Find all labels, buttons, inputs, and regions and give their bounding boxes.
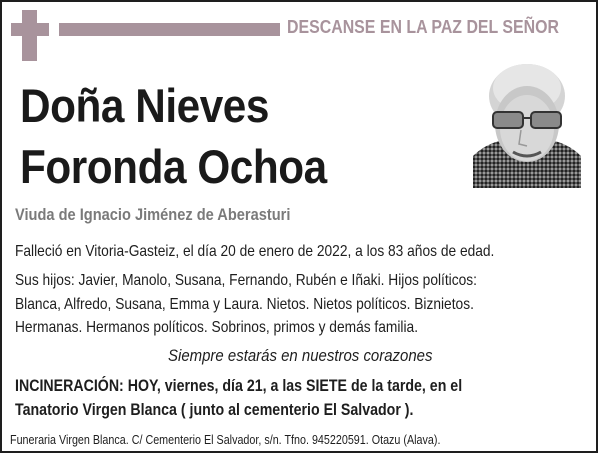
deceased-name-line2: Foronda Ochoa (20, 140, 327, 193)
death-notice: Falleció en Vitoria-Gasteiz, el día 20 de enero de 2022, a los 83 años de edad. (15, 243, 495, 260)
banner-heading: DESCANSE EN LA PAZ DEL SEÑOR (287, 16, 559, 37)
ceremony-line-2: Tanatorio Virgen Blanca ( junto al cementerio El Salvador ). (15, 401, 414, 419)
memorial-quote-text: Siempre estarás en nuestros corazones (167, 346, 433, 365)
family-line-2: Blanca, Alfredo, Susana, Emma y Laura. Nietos. Nietos políticos. Biznietos. (15, 296, 474, 313)
portrait-photo (473, 58, 581, 188)
deceased-name-line1: Doña Nieves (20, 79, 269, 132)
family-line-3: Hermanas. Hermanos políticos. Sobrinos, primos y demás familia. (15, 319, 419, 336)
decorative-bar (59, 23, 280, 36)
memorial-quote (0, 346, 600, 366)
funeral-home-footer: Funeraria Virgen Blanca. C/ Cementerio El Salvador, s/n. Tfno. 945220591. Otazu (Alava). (10, 433, 441, 447)
widow-subtitle: Viuda de Ignacio Jiménez de Aberasturi (15, 205, 291, 224)
family-line-1: Sus hijos: Javier, Manolo, Susana, Fernando, Rubén e Iñaki. Hijos políticos: (15, 272, 477, 289)
portrait-image (473, 58, 581, 188)
ceremony-line-1: INCINERACIÓN: HOY, viernes, día 21, a las SIETE de la tarde, en el (15, 377, 463, 395)
cross-horizontal (11, 23, 49, 36)
